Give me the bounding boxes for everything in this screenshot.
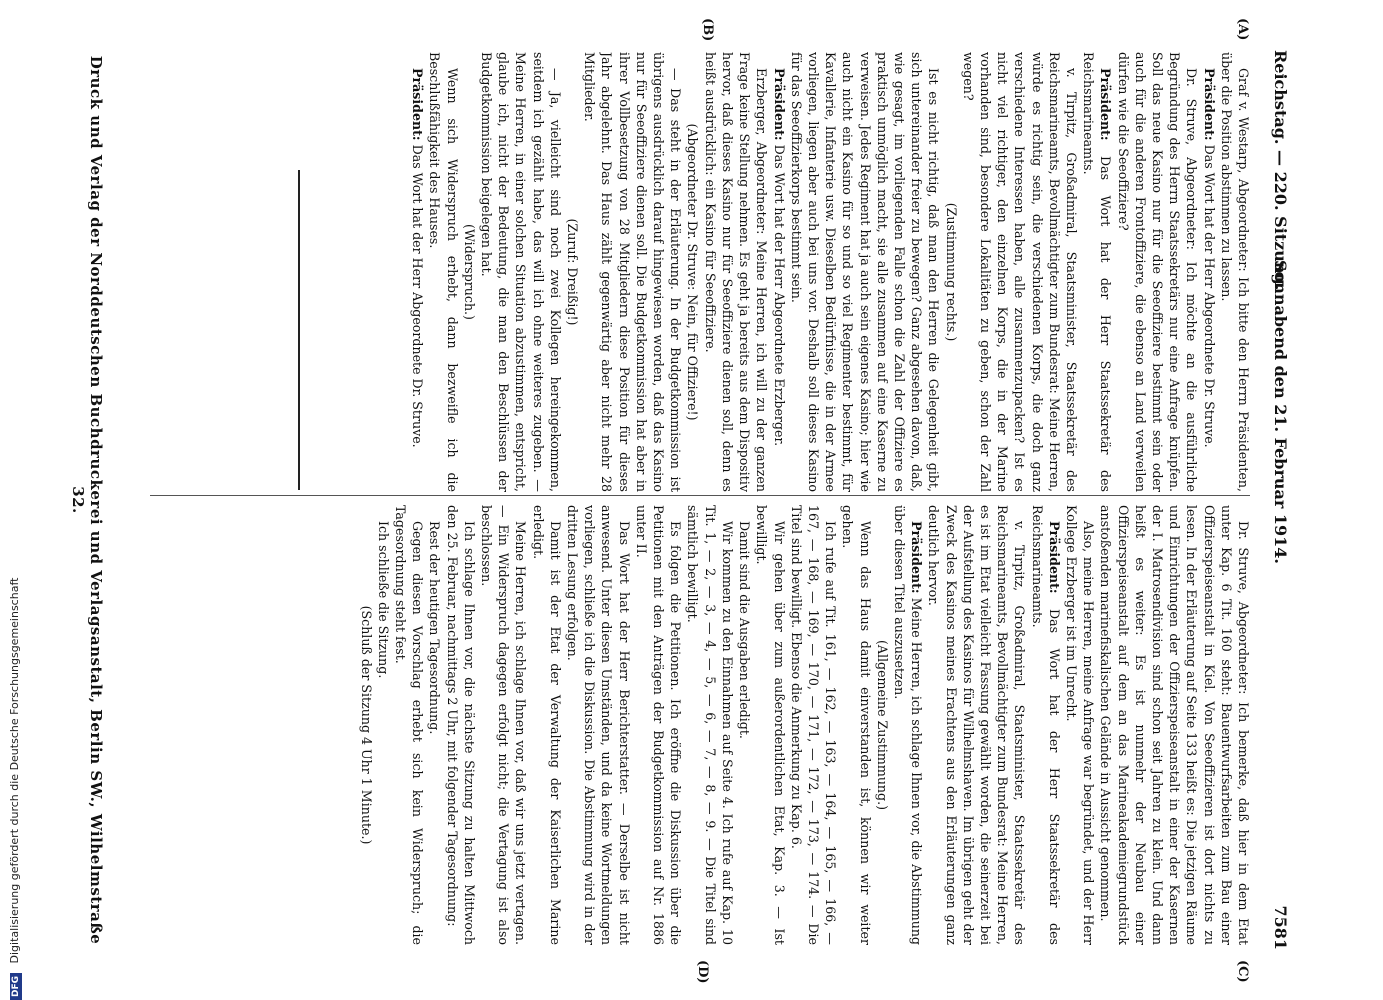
paragraph-text: Wenn das Haus damit einverstanden ist, können wir weiter gehen. (840, 505, 873, 945)
paragraph-text: v. Tirpitz, Großadmiral, Staatsminister, Staatssekretär des Reichsmarineamts, Bevollmächtigter zum Bundesrat: Meine Herren, es ist im Etat vielleicht Fassung gewählt worden, die seinerzeit bei der Aufstellung des Kasinos für Wilhelmshaven. Im übrigen geht der Zweck des Kasinos meines Erachtens aus den Erläuterungen ganz deutlich hervor. (926, 505, 1028, 945)
paragraph (839, 505, 873, 945)
paragraph-text: Ist es nicht richtig, daß man den Herren die Gelegenheit gibt, sich untereinander freier zu bewegen? Ganz abgesehen davon, daß, wie gesagt, im vorliegenden Falle schon die Zahl der Offiziere es praktisch unmöglich macht, sie alle zusammen auf eine Kaserne zu verweisen. Jedes Regiment hat ja auch sein eigenes Kasino; hier wie auch nicht ein Kasino für so und so viel Regimenter bestimmt, für Kavallerie, Infanterie usw. Dieselben Bedürfnisse, die in der Armee vorliegen, liegen aber auch bei uns vor. Deshalb soll dieses Kasino für das Seeoffizierkorps bestimmt sein. (788, 52, 942, 492)
paragraph (1028, 505, 1062, 945)
paragraph (443, 505, 477, 945)
page-header (1258, 50, 1290, 950)
paragraph-text: Das Wort hat der Herr Abgeordnete Dr. Struve. (410, 140, 426, 448)
paragraph (788, 505, 840, 945)
paragraph-text: Ich rufe auf Tit. 161, — 162, — 163, — 164, — 165, — 166, — 167, — 168, — 169, — 170, — 171, — 172, — 173, — 174. — Die Titel sind bewilligt. Ebenso die Anmerkung zu Kap. 6. (788, 505, 839, 945)
interjection: (Schluß der Sitzung 4 Uhr 1 Minute.) (358, 605, 374, 845)
paragraph-text: Ich schlage Ihnen vor, die nächste Sitzung zu halten Mittwoch den 25. Februar, nachmittags 2 Uhr, mit folgender Tagesordnung: (444, 505, 477, 945)
paragraph (633, 505, 685, 945)
margin-marker-b: (B) (700, 18, 715, 42)
paragraph (564, 505, 633, 945)
interjection: (Allgemeine Zustimmung.) (874, 639, 890, 811)
paragraph (960, 52, 1080, 492)
paragraph (426, 52, 460, 492)
paragraph (581, 52, 684, 492)
paragraph-text: Erzberger, Abgeordneter: Meine Herren, ich will zu der ganzen Frage keine Stellung nehmen. Es geht ja bereits aus dem Dispositiv hervor, daß dieses Kasino nur für Seeoffiziere dienen soll, denn es heißt ausdrücklich: ein Kasino für Seeoffiziere. (702, 52, 770, 492)
paragraph (736, 505, 753, 945)
paragraph (1080, 52, 1114, 492)
paragraph (891, 505, 925, 945)
speaker-label: Präsident: (771, 68, 787, 141)
printer-imprint: Druck und Verlag der Norddeutschen Buchdruckerei und Verlagsanstalt, Berlin SW., Wilhelmstraße 32. (69, 55, 105, 945)
paragraph (770, 52, 787, 492)
interjection: (Abgeordneter Dr. Struve: Nein, für Offiziere!) (685, 123, 701, 421)
paragraph (426, 505, 443, 945)
paragraph-text: — Ja, vielleicht sind noch zwei Kollegen hereingekommen, seitdem ich gezählt habe, das will ich ohne weiteres zugeben. — Meine Herren, in einer solchen Situation abzustimmen, entspricht, glaube ich, nicht der Bedeutung, die man den Beschlüssen der Budgetkommission beigelegen hat. (479, 52, 563, 492)
speaker-label: Präsident: (410, 68, 426, 141)
paragraph (478, 505, 530, 945)
paragraph-text: Es folgen die Petitionen. Ich eröffne die Diskussion über die Petitionen mit den Anträgen der Budgetkommission auf Nr. 1886 unter II. (633, 505, 684, 945)
paragraph (1218, 52, 1252, 492)
paragraph-text: v. Tirpitz, Großadmiral, Staatsminister, Staatssekretär des Reichsmarineamts, Bevollmächtigter zum Bundesrat: Meine Herren, würde es richtig sein, die verschiedenen Korps, die doch ganz verschiedene Interessen haben, alle zusammenzupacken? Ist es nicht viel richtiger, den einzelnen Korps, die in der Marine vorhanden sind, besondere Lokalitäten zu geben, schon der Zahl wegen? (960, 52, 1079, 492)
paragraph-text: Das Wort hat der Herr Abgeordnete Erzberger. (771, 140, 787, 447)
interjection: (Zustimmung rechts.) (943, 202, 959, 342)
paragraph (1097, 505, 1252, 945)
paragraph-text: Damit ist der Etat der Verwaltung der Kaiserlichen Marine erledigt. (530, 505, 563, 945)
paragraph-text: Dr. Struve, Abgeordneter: Ich möchte an die ausführliche Begründung des Herrn Staatssekretärs nur eine Anfrage knüpfen. Soll das neue Kasino nur für die Seeoffiziere bestimmt sein oder auch für die anderen Frontoffiziere, die ebenso an Land verweilen dürfen wie die Seeoffiziere? (1115, 52, 1200, 492)
paragraph-text: Damit sind die Ausgaben erledigt. (737, 521, 753, 739)
margin-marker-a: (A) (1235, 18, 1250, 41)
paragraph (788, 52, 943, 492)
paragraph (1200, 52, 1217, 492)
paragraph (478, 52, 564, 492)
paragraph-text: Dr. Struve, Abgeordneter: Ich bemerke, daß hier in dem Etat unter Kap. 6 Tit. 160 steht: Bauentwurfsarbeiten zum Bau einer Offizierspeiseanstalt in Kiel. Von Seeoffizieren ist dort nichts zu lesen. In der Erläuterung auf Seite 133 heißt es: Die jetzigen Räume und Einrichtungen der Offizierspeiseanstalt in einer der Kasernen der I. Matrosendivision sind schon seit Jahren zu klein. Und dann heißt es weiter: Es ist nunmehr der Neubau einer Offizierspeiseanstalt auf dem an das Marineakademiegrundstück anstoßenden marinefiskalischen Gelände in Aussicht genommen. (1098, 505, 1251, 945)
paragraph (375, 505, 392, 945)
paragraph (409, 52, 426, 492)
paragraph-text: Meine Herren, ich schlage Ihnen vor, daß wir uns jetzt vertagen. — Ein Widerspruch dagegen erfolgt nicht; die Vertagung ist also beschlossen. (479, 505, 529, 945)
speaker-label: Präsident: (1098, 68, 1114, 141)
paragraph-text: Rest der heutigen Tagesordnung. (427, 521, 443, 735)
right-column (252, 505, 1252, 945)
end-rule (298, 170, 300, 490)
dfg-logo: DFG (10, 973, 22, 1000)
header-date: Sonnabend den 21. Februar 1914. (1271, 260, 1290, 564)
speaker-label: Präsident: (1046, 521, 1062, 594)
digitization-text: Digitalisierung gefördert durch die Deutsche Forschungsgemeinschaft (8, 577, 21, 964)
paragraph-text: Gegen diesen Vorschlag erhebt sich kein Widerspruch; die Tagesordnung steht fest. (393, 505, 426, 945)
paragraph-text: Das Wort hat der Herr Staatssekretär des Reichsmarineamts. (1029, 505, 1062, 945)
paragraph-text: — Das steht in der Erläuterung. In der Budgetkommission ist übrigens ausdrücklich darauf hingewiesen worden, daß das Kasino nur für Seeoffiziere dienen soll. Die Budgetkommission hat aber in ihrer Vollbesetzung von 28 Mitgliedern diese Position für dieses Jahr abgelehnt. Das Haus zählt gegenwärtig aber nicht mehr 28 Mitglieder. (582, 52, 684, 492)
column-divider (150, 495, 1250, 496)
paragraph-text: Wir kommen zu den Einnahmen auf Seite 4. Ich rufe auf Kap. 10 Tit. 1, — 2, — 3, — 4, — 5, — 6, — 7, — 8, — 9. — Die Titel sind sämtlich bewilligt. (685, 505, 735, 945)
speaker-label: Präsident: (909, 521, 925, 594)
header-session: Reichstag. — 220. Sitzung. (1271, 50, 1290, 291)
margin-marker-d: (D) (695, 960, 710, 984)
interjection: (Widerspruch.) (461, 224, 477, 320)
paragraph (684, 505, 736, 945)
paragraph-text: Das Wort hat der Herr Abgeordnete Dr. Struve. (1201, 140, 1217, 448)
paragraph (1063, 505, 1097, 945)
paragraph (529, 505, 563, 945)
margin-marker-c: (C) (1235, 960, 1250, 983)
paragraph-text: Ich schließe die Sitzung. (375, 521, 391, 679)
paragraph-text: Das Wort hat der Herr Berichterstatter. — Derselbe ist nicht anwesend. Unter diesen Umständen, und da keine Wortmeldungen vorliegen, schließe ich die Diskussion. Die Abstimmung wird in der dritten Lesung erfolgen. (565, 505, 632, 945)
page-number: 7581 (1271, 905, 1290, 950)
paragraph-text: Meine Herren, ich schlage Ihnen vor, die Abstimmung über diesen Titel auszusetzen. (891, 505, 925, 945)
paragraph-text: Graf v. Westarp, Abgeordneter: Ich bitte den Herrn Präsidenten, über die Position abstimmen zu lassen. (1218, 52, 1251, 492)
paragraph (753, 505, 787, 945)
paragraph-text: Wenn sich Widerspruch erhebt, dann bezweifle ich die Beschlußfähigkeit des Hauses. (427, 52, 460, 492)
paragraph-text: Also, meine Herren, meine Anfrage war begründet, und der Herr Kollege Erzberger ist im Unrecht. (1063, 505, 1097, 945)
paragraph-text: Wir gehen über zum außerordentlichen Etat, Kap. 3. — Ist bewilligt. (754, 505, 787, 945)
paragraph-text: Das Wort hat der Herr Staatssekretär des Reichsmarineamts. (1081, 52, 1114, 492)
speaker-label: Präsident: (1201, 68, 1217, 141)
paragraph (392, 505, 426, 945)
interjection: (Zuruf: Dreißig!) (565, 218, 581, 326)
left-column (252, 52, 1252, 492)
paragraph (702, 52, 771, 492)
paragraph (925, 505, 1028, 945)
paragraph (1114, 52, 1200, 492)
digitization-note (8, 480, 22, 1000)
